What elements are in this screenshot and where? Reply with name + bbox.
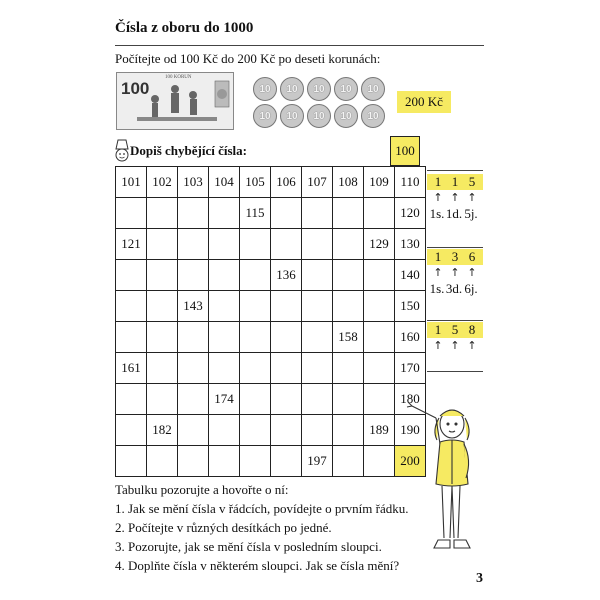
- grid-cell: [240, 415, 271, 446]
- page-title: Čísla z oboru do 1000: [115, 20, 254, 36]
- arrow-up-icon: ↑: [467, 191, 477, 204]
- grid-row: [116, 198, 426, 229]
- side-divider: [427, 247, 483, 248]
- place-value-arrows: [427, 339, 483, 353]
- grid-cell: [240, 446, 271, 477]
- grid-cell: [271, 384, 302, 415]
- grid-cell: 110: [395, 167, 426, 198]
- grid-cell: 108: [333, 167, 364, 198]
- arrow-up-icon: ↑: [433, 339, 443, 352]
- coin-10-icon: 10: [280, 104, 304, 128]
- place-label: 1s.: [429, 206, 445, 221]
- coin-10-icon: 10: [361, 104, 385, 128]
- grid-cell: [209, 415, 240, 446]
- digit: 5: [451, 322, 459, 337]
- grid-row: [116, 291, 426, 322]
- coin-10-icon: 10: [334, 77, 358, 101]
- digit: 1: [434, 249, 442, 264]
- grid-cell: 102: [147, 167, 178, 198]
- task-instruction: Dopiš chybějící čísla:: [130, 143, 247, 158]
- grid-cell: [364, 353, 395, 384]
- place-label: 1s.: [429, 281, 445, 296]
- place-value-labels: [427, 206, 487, 222]
- grid-cell: 174: [209, 384, 240, 415]
- banknote-100-image: [116, 72, 234, 130]
- arrow-up-icon: ↑: [467, 339, 477, 352]
- grid-cell: [271, 446, 302, 477]
- grid-cell: 115: [240, 198, 271, 229]
- coin-10-icon: 10: [334, 104, 358, 128]
- grid-cell: 182: [147, 415, 178, 446]
- grid-cell: 180: [395, 384, 426, 415]
- grid-cell: [178, 198, 209, 229]
- banknote-caption: 100 KORUN: [165, 75, 192, 80]
- grid-cell: [209, 198, 240, 229]
- banknote-figures-icon: [117, 73, 233, 129]
- place-label: 5j.: [464, 206, 478, 221]
- grid-cell: [209, 260, 240, 291]
- digit: 1: [451, 174, 459, 189]
- title-divider: [115, 45, 484, 46]
- place-label: 1d.: [445, 206, 463, 221]
- grid-cell: [147, 291, 178, 322]
- digit: 3: [451, 249, 459, 264]
- coin-10-icon: 10: [253, 77, 277, 101]
- place-value-digits: [427, 249, 483, 265]
- grid-cell: [116, 446, 147, 477]
- grid-row: [116, 167, 426, 198]
- grid-cell: [333, 229, 364, 260]
- grid-cell: 197: [302, 446, 333, 477]
- grid-cell: 105: [240, 167, 271, 198]
- coin-10-icon: 10: [253, 104, 277, 128]
- place-value-digits: [427, 322, 483, 338]
- grid-cell: [178, 353, 209, 384]
- grid-cell: [302, 260, 333, 291]
- grid-cell: 107: [302, 167, 333, 198]
- place-value-digits: [427, 174, 483, 190]
- grid-cell: [116, 260, 147, 291]
- grid-cell: [116, 384, 147, 415]
- grid-cell: [271, 198, 302, 229]
- grid-cell: [302, 415, 333, 446]
- page-number: 3: [476, 571, 483, 586]
- grid-cell: [116, 198, 147, 229]
- grid-cell: 158: [333, 322, 364, 353]
- place-value-labels: [427, 281, 487, 297]
- grid-cell: [147, 446, 178, 477]
- grid-cell: [364, 260, 395, 291]
- grid-cell: [364, 198, 395, 229]
- grid-cell: [147, 198, 178, 229]
- grid-cell: [178, 260, 209, 291]
- grid-cell: 130: [395, 229, 426, 260]
- grid-cell: [209, 353, 240, 384]
- grid-cell: [178, 384, 209, 415]
- grid-cell: 143: [178, 291, 209, 322]
- grid-cell: 121: [116, 229, 147, 260]
- digit: 8: [468, 322, 476, 337]
- banknote-value: 100: [121, 79, 150, 98]
- questions-intro: Tabulku pozorujte a hovořte o ní:: [115, 482, 289, 497]
- arrow-up-icon: ↑: [433, 191, 443, 204]
- grid-cell: 189: [364, 415, 395, 446]
- grid-cell: [302, 384, 333, 415]
- grid-cell: [209, 446, 240, 477]
- grid-cell: [240, 229, 271, 260]
- grid-cell: [271, 322, 302, 353]
- coin-10-icon: 10: [280, 77, 304, 101]
- grid-cell: [271, 291, 302, 322]
- side-divider: [427, 320, 483, 321]
- girl-pointing-illustration: [406, 388, 498, 568]
- grid-cell: 136: [271, 260, 302, 291]
- grid-cell: [147, 353, 178, 384]
- coin-10-icon: 10: [361, 77, 385, 101]
- grid-cell: [271, 415, 302, 446]
- grid-cell: [147, 260, 178, 291]
- grid-cell: 161: [116, 353, 147, 384]
- grid-cell: [333, 260, 364, 291]
- grid-cell: 101: [116, 167, 147, 198]
- grid-cell: [333, 291, 364, 322]
- grid-cell: [240, 384, 271, 415]
- side-divider: [427, 170, 483, 171]
- grid-row: [116, 322, 426, 353]
- arrow-up-icon: ↑: [450, 339, 460, 352]
- grid-cell: 120: [395, 198, 426, 229]
- grid-cell: [364, 384, 395, 415]
- grid-cell: [147, 229, 178, 260]
- grid-row: [116, 229, 426, 260]
- coin-group: [250, 77, 385, 131]
- grid-cell: [333, 353, 364, 384]
- digit: 1: [434, 322, 442, 337]
- grid-cell: [302, 198, 333, 229]
- grid-cell: [271, 229, 302, 260]
- question-item: 3. Pozorujte, jak se mění čísla v posledním sloupci.: [115, 539, 382, 554]
- grid-cell: [178, 446, 209, 477]
- grid-cell: [302, 229, 333, 260]
- digit: 1: [434, 174, 442, 189]
- grid-cell: 200: [395, 446, 426, 477]
- grid-row: [116, 384, 426, 415]
- coin-10-icon: 10: [307, 104, 331, 128]
- grid-cell: 103: [178, 167, 209, 198]
- total-amount: 200 Kč: [397, 91, 451, 113]
- grid-cell: [333, 384, 364, 415]
- grid-cell: 140: [395, 260, 426, 291]
- coin-10-icon: 10: [307, 77, 331, 101]
- place-value-arrows: [427, 266, 483, 280]
- grid-cell: [178, 322, 209, 353]
- grid-cell: [209, 291, 240, 322]
- digit: 5: [468, 174, 476, 189]
- pencil-face-icon: [114, 139, 130, 163]
- arrow-up-icon: ↑: [467, 266, 477, 279]
- grid-cell: 160: [395, 322, 426, 353]
- grid-cell: 106: [271, 167, 302, 198]
- number-grid: [115, 166, 426, 477]
- side-divider: [427, 371, 483, 372]
- grid-cell: [178, 229, 209, 260]
- grid-cell: [116, 415, 147, 446]
- grid-cell: 129: [364, 229, 395, 260]
- grid-cell: [271, 353, 302, 384]
- arrow-up-icon: ↑: [450, 191, 460, 204]
- grid-cell: 109: [364, 167, 395, 198]
- question-item: 2. Počítejte v různých desítkách po jedné.: [115, 520, 332, 535]
- question-item: 4. Doplňte čísla v některém sloupci. Jak se čísla mění?: [115, 558, 400, 573]
- grid-cell: [209, 229, 240, 260]
- grid-start-cell: 100: [390, 136, 420, 166]
- grid-cell: 150: [395, 291, 426, 322]
- place-value-arrows: [427, 191, 483, 205]
- grid-row: [116, 353, 426, 384]
- grid-row: [116, 260, 426, 291]
- grid-cell: [364, 291, 395, 322]
- grid-cell: [364, 446, 395, 477]
- grid-cell: [240, 260, 271, 291]
- grid-cell: [178, 415, 209, 446]
- digit: 6: [468, 249, 476, 264]
- place-label: 3d.: [445, 281, 463, 296]
- grid-cell: [240, 291, 271, 322]
- grid-cell: [240, 353, 271, 384]
- question-item: 1. Jak se mění čísla v řádcích, povídejte o prvním řádku.: [115, 501, 409, 516]
- grid-cell: [333, 415, 364, 446]
- grid-cell: [302, 291, 333, 322]
- grid-cell: [302, 322, 333, 353]
- grid-cell: [116, 291, 147, 322]
- grid-cell: [302, 353, 333, 384]
- grid-cell: 190: [395, 415, 426, 446]
- grid-cell: [116, 322, 147, 353]
- grid-cell: 170: [395, 353, 426, 384]
- grid-cell: [333, 446, 364, 477]
- grid-cell: [147, 322, 178, 353]
- arrow-up-icon: ↑: [450, 266, 460, 279]
- place-value-labels: [427, 354, 487, 370]
- place-label: 6j.: [464, 281, 478, 296]
- grid-row: [116, 446, 426, 477]
- grid-cell: [364, 322, 395, 353]
- grid-cell: [240, 322, 271, 353]
- grid-cell: [147, 384, 178, 415]
- counting-instruction: Počítejte od 100 Kč do 200 Kč po deseti korunách:: [115, 51, 381, 66]
- grid-row: [116, 415, 426, 446]
- grid-cell: [209, 322, 240, 353]
- grid-cell: [333, 198, 364, 229]
- arrow-up-icon: ↑: [433, 266, 443, 279]
- grid-cell: 104: [209, 167, 240, 198]
